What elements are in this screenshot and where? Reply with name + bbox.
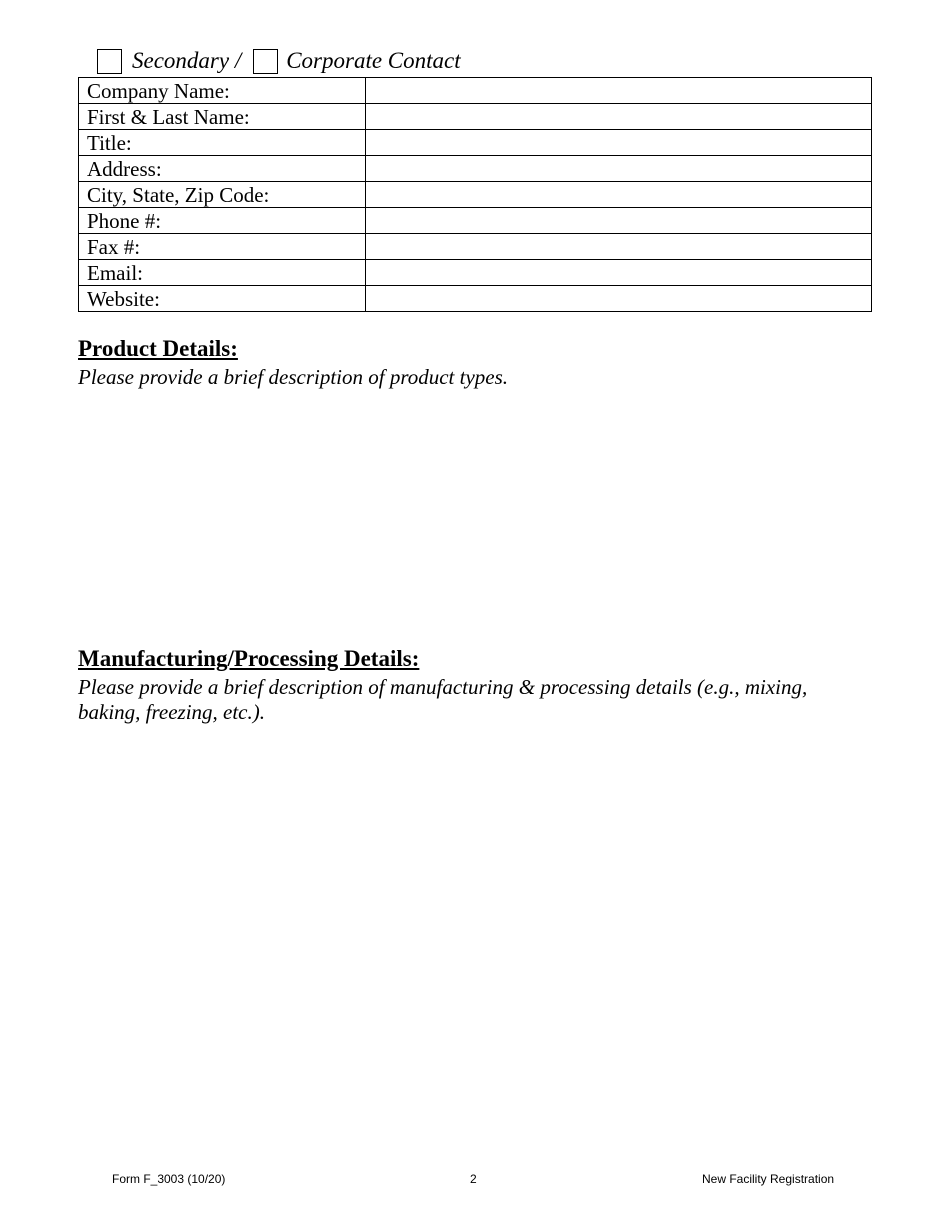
corporate-contact-checkbox[interactable] <box>253 49 278 74</box>
fax-label: Fax #: <box>79 234 366 260</box>
product-details-answer-area[interactable] <box>78 396 872 636</box>
table-row <box>79 208 872 234</box>
table-row <box>79 260 872 286</box>
first-last-name-label: First & Last Name: <box>79 104 366 130</box>
city-state-zip-field[interactable] <box>366 182 872 208</box>
email-field[interactable] <box>366 260 872 286</box>
company-name-label: Company Name: <box>79 78 366 104</box>
table-row <box>79 130 872 156</box>
footer-page-number: 2 <box>470 1172 477 1186</box>
product-details-description: Please provide a brief description of product types. <box>78 365 509 389</box>
email-label: Email: <box>79 260 366 286</box>
secondary-contact-checkbox[interactable] <box>97 49 122 74</box>
city-state-zip-label: City, State, Zip Code: <box>79 182 366 208</box>
first-last-name-field[interactable] <box>366 104 872 130</box>
footer-form-name: New Facility Registration <box>702 1172 835 1186</box>
title-field[interactable] <box>366 130 872 156</box>
contact-type-selector <box>97 46 461 76</box>
table-row <box>79 286 872 312</box>
corporate-contact-label: Corporate Contact <box>286 48 461 73</box>
website-label: Website: <box>79 286 366 312</box>
table-row <box>79 234 872 260</box>
address-label: Address: <box>79 156 366 182</box>
address-field[interactable] <box>366 156 872 182</box>
phone-label: Phone #: <box>79 208 366 234</box>
product-details-heading: Product Details: <box>78 336 238 361</box>
manufacturing-details-description: Please provide a brief description of manufacturing & processing details (e.g., mixing, baking, freezing, etc.). <box>78 675 808 724</box>
table-row <box>79 104 872 130</box>
footer-form-id: Form F_3003 (10/20) <box>112 1172 226 1186</box>
table-row <box>79 78 872 104</box>
secondary-contact-label: Secondary / <box>132 48 242 73</box>
title-label: Title: <box>79 130 366 156</box>
phone-field[interactable] <box>366 208 872 234</box>
fax-field[interactable] <box>366 234 872 260</box>
website-field[interactable] <box>366 286 872 312</box>
company-name-field[interactable] <box>366 78 872 104</box>
table-row <box>79 156 872 182</box>
table-row <box>79 182 872 208</box>
contact-info-table <box>78 77 872 312</box>
manufacturing-details-heading: Manufacturing/Processing Details: <box>78 646 420 671</box>
manufacturing-details-answer-area[interactable] <box>78 732 872 1152</box>
